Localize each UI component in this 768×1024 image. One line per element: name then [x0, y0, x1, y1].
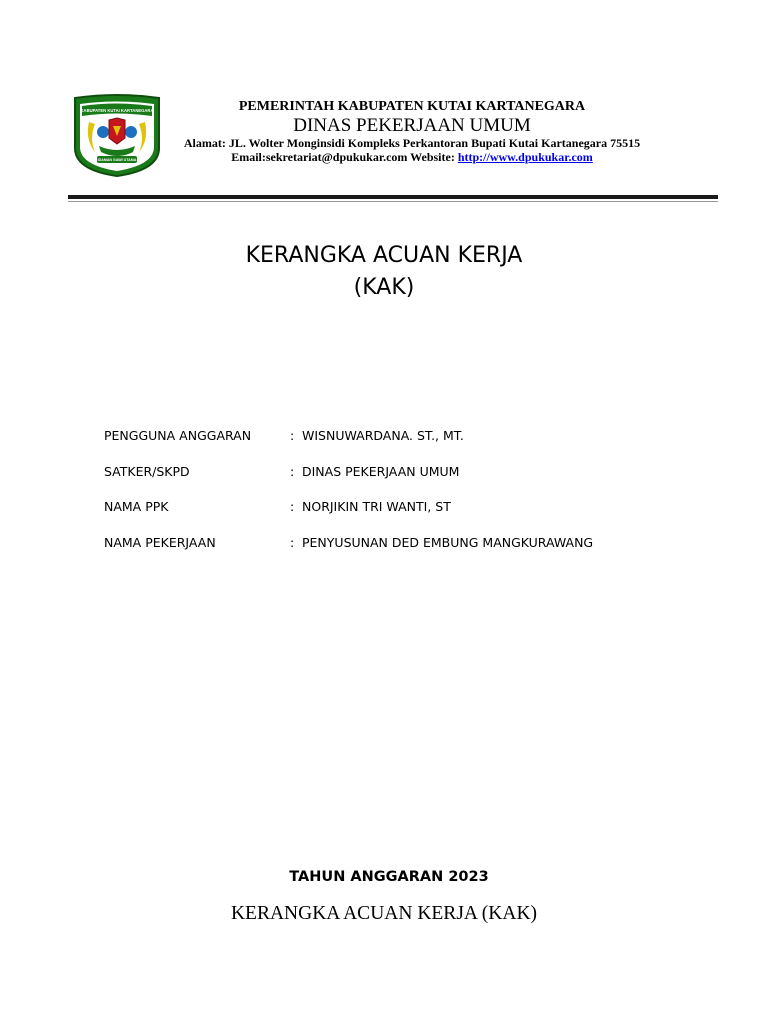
agency-address: Alamat: JL. Wolter Monginsidi Kompleks Perkantoran Bupati Kutai Kartanegara 75515 — [183, 136, 641, 150]
field-value: NORJIKIN TRI WANTI, ST — [302, 499, 451, 514]
document-title — [0, 240, 768, 304]
field-label: SATKER/SKPD — [104, 463, 190, 479]
field-label: PENGGUNA ANGGARAN — [104, 428, 252, 443]
logo-bottom-banner: IDAMAN GAWI UTAMA — [97, 158, 137, 163]
field-separator: : — [290, 534, 295, 550]
field-separator: : — [290, 428, 295, 443]
letterhead-divider-thin — [68, 201, 718, 202]
letterhead — [160, 99, 664, 164]
field-separator: : — [290, 499, 295, 514]
field-value: DINAS PEKERJAAN UMUM — [302, 463, 460, 479]
project-info — [104, 428, 704, 570]
government-name: PEMERINTAH KABUPATEN KUTAI KARTANEGARA — [238, 99, 586, 114]
field-value: WISNUWARDANA. ST., MT. — [302, 428, 464, 443]
fiscal-year: TAHUN ANGGARAN 2023 — [289, 869, 489, 885]
title-line-2: (KAK) — [353, 275, 415, 300]
title-line-1: KERANGKA ACUAN KERJA — [245, 243, 523, 268]
field-value: PENYUSUNAN DED EMBUNG MANGKURAWANG — [302, 534, 594, 550]
field-row — [104, 535, 704, 571]
website-link[interactable]: http://www.dpukukar.com — [457, 150, 593, 164]
field-row — [104, 464, 704, 500]
field-label: NAMA PEKERJAAN — [104, 534, 216, 550]
logo-top-banner: KABUPATEN KUTAI KARTANEGARA — [80, 108, 154, 113]
contact-email: Email:sekretariat@dpukukar.com Website: — [231, 150, 458, 164]
agency-contact — [160, 150, 664, 164]
repeat-title: KERANGKA ACUAN KERJA (KAK) — [230, 903, 538, 924]
letterhead-divider — [68, 195, 718, 199]
field-row — [104, 428, 704, 464]
field-separator: : — [290, 463, 295, 479]
coat-of-arms-logo — [69, 90, 165, 178]
field-row — [104, 499, 704, 535]
field-label: NAMA PPK — [104, 499, 169, 514]
agency-name: DINAS PEKERJAAN UMUM — [293, 115, 531, 136]
